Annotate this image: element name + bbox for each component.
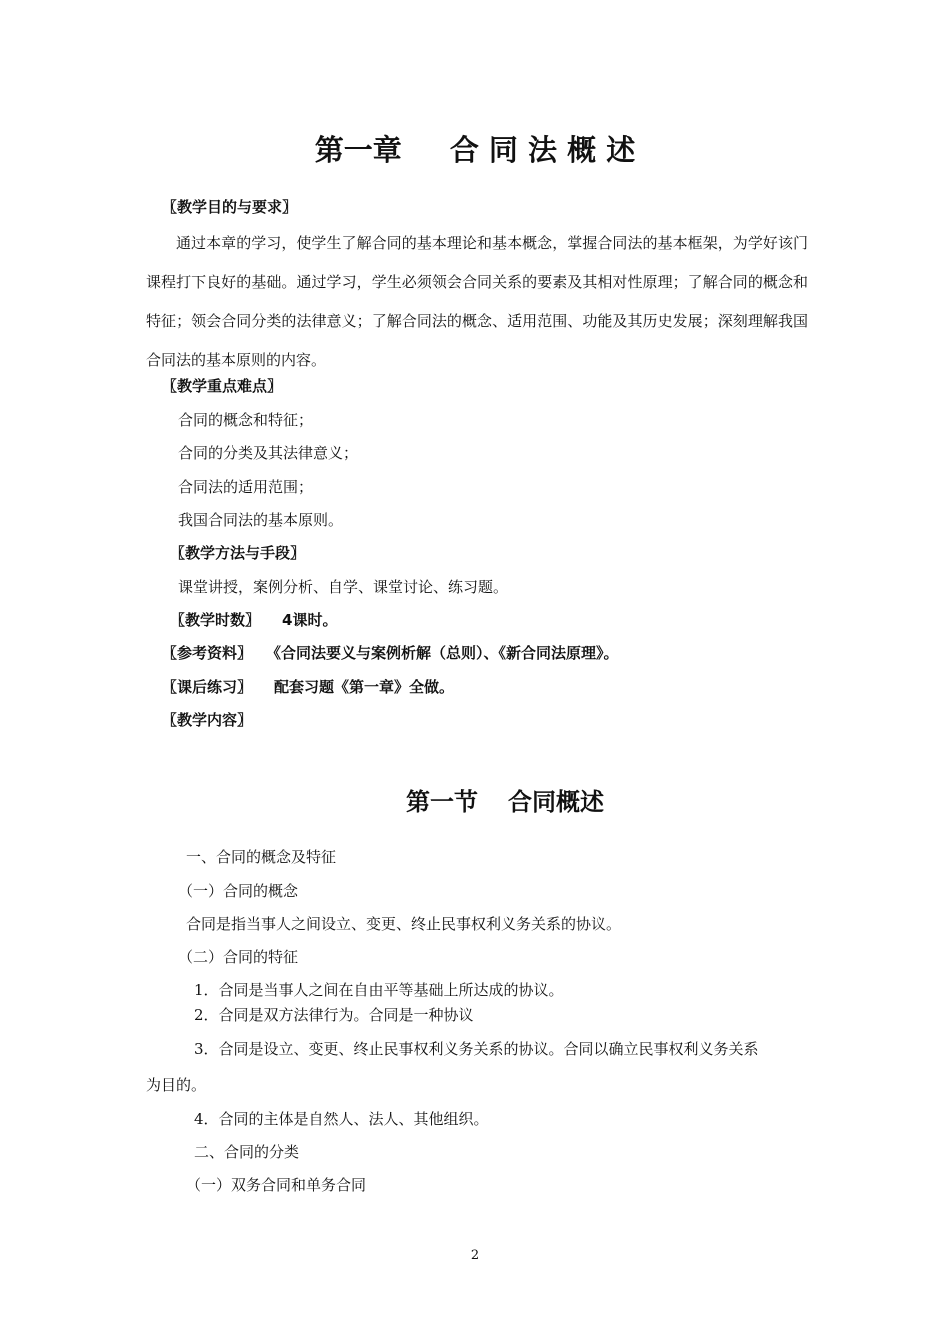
key-point-item: 合同的分类及其法律意义；: [178, 444, 359, 462]
homework-value: 配套习题《第一章》全做。: [274, 678, 455, 696]
hours-line: [170, 609, 337, 630]
homework-line: [162, 676, 454, 697]
methods-body: 课堂讲授，案例分析、自学、课堂讨论、练习题。: [178, 578, 509, 596]
section-number: 第一节: [406, 788, 478, 816]
content-heading: 〖教学内容〗: [162, 711, 253, 729]
body-line: 一、合同的概念及特征: [186, 848, 337, 866]
key-point-item: 我国合同法的基本原则。: [178, 511, 344, 529]
methods-heading: 〖教学方法与手段〗: [170, 544, 306, 562]
body-line: （二）合同的特征: [178, 948, 299, 966]
chapter-title: [0, 128, 950, 169]
body-line: 二、合同的分类: [194, 1143, 300, 1161]
references-heading: 〖参考资料〗: [162, 644, 253, 662]
body-line: 4．合同的主体是自然人、法人、其他组织。: [194, 1110, 489, 1128]
body-line: 合同是指当事人之间设立、变更、终止民事权利义务关系的协议。: [186, 915, 622, 933]
body-line: 1．合同是当事人之间在自由平等基础上所达成的协议。: [194, 981, 564, 999]
homework-heading: 〖课后练习〗: [162, 678, 253, 696]
chapter-name: 合 同 法 概 述: [449, 133, 636, 167]
references-value: 《合同法要义与案例析解（总则）、《新合同法原理》。: [266, 644, 619, 662]
section-name: 合同概述: [508, 788, 604, 816]
chapter-number: 第一章: [314, 133, 402, 167]
body-line: （一）合同的概念: [178, 882, 299, 900]
section-title: [0, 782, 950, 817]
hours-heading: 〖教学时数〗: [170, 611, 261, 629]
body-line: 为目的。: [146, 1076, 207, 1094]
hours-value: 4课时。: [282, 611, 338, 629]
body-line: 3．合同是设立、变更、终止民事权利义务关系的协议。合同以确立民事权利义务关系: [194, 1040, 759, 1058]
objectives-body: 通过本章的学习，使学生了解合同的基本理论和基本概念，掌握合同法的基本框架，为学好该门课程打下良好的基础。通过学习，学生必须领会合同关系的要素及其相对性原理；了解合同的概念和特征；领会合同分类的法律意义；了解合同法的概念、适用范围、功能及其历史发展；深刻理解我国合同法的基本原则的内容。: [146, 234, 808, 369]
page-number: 2: [470, 1248, 480, 1263]
references-line: [162, 642, 619, 663]
body-line: 2．合同是双方法律行为。合同是一种协议: [194, 1006, 474, 1024]
objectives-heading: 〖教学目的与要求〗: [162, 198, 298, 216]
key-point-item: 合同的概念和特征；: [178, 411, 314, 429]
key-points-heading: 〖教学重点难点〗: [162, 377, 283, 395]
key-point-item: 合同法的适用范围；: [178, 478, 314, 496]
body-line: （一）双务合同和单务合同: [186, 1176, 367, 1194]
